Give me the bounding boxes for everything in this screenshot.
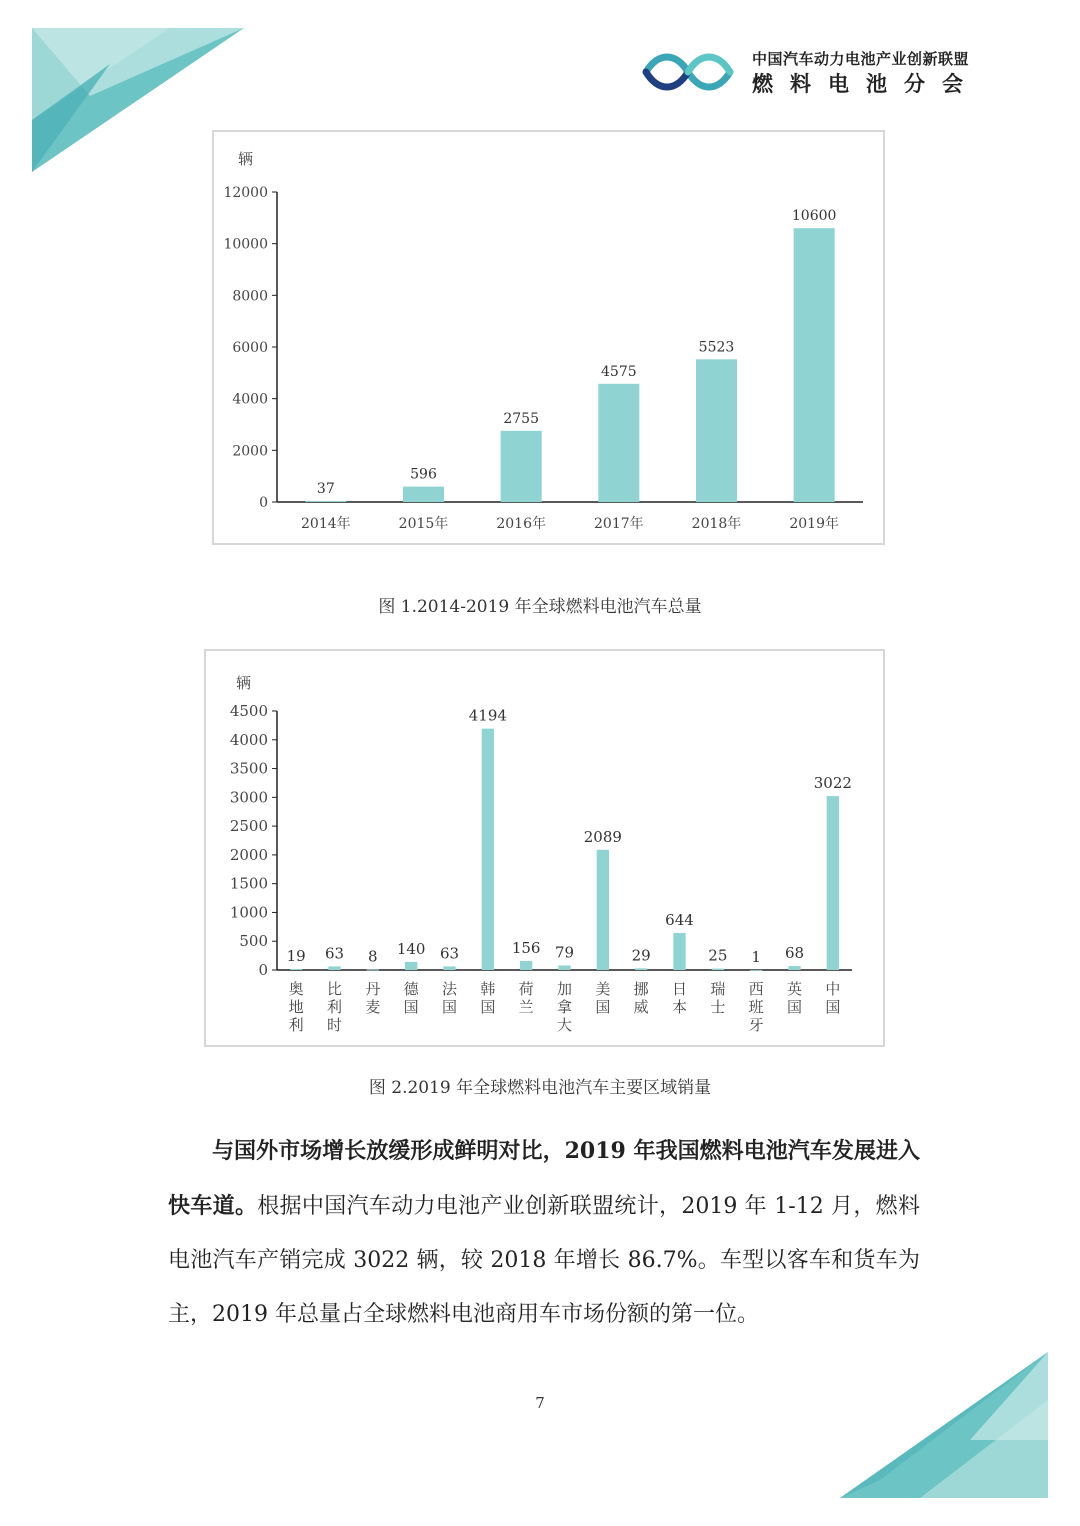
y-tick-label: 2000 [229,845,268,864]
bar-value-label: 156 [511,939,541,958]
bar [598,384,639,502]
bar-value-label: 68 [784,944,805,963]
body-lead: 与国外市场增长放缓形成鲜明对比，2019 年我国燃料电池汽车发展进入快车道。 [168,1138,920,1219]
bar-value-label: 29 [631,946,651,965]
x-tick-label-char: 荷 [518,980,534,998]
x-tick-label-char: 时 [326,1016,343,1034]
x-tick-label-char: 奥 [288,980,304,998]
y-tick-label: 2500 [229,817,268,836]
y-tick-label: 0 [259,495,268,511]
bar-value-label: 3022 [813,774,852,793]
bar-value-label: 4575 [601,363,637,380]
figure2-chart [204,649,885,1047]
figure1-caption: 图 1.2014-2019 年全球燃料电池汽车总量 [378,597,702,617]
x-tick-label-char: 利 [326,998,343,1016]
x-tick-label-char: 国 [441,998,458,1016]
x-tick-label-char: 瑞 [710,980,726,998]
bar [712,969,724,970]
x-tick-label-char: 比 [326,980,343,998]
x-tick-label-char: 兰 [518,998,534,1016]
bar [794,228,835,502]
y-axis-unit-label: 辆 [236,674,252,692]
x-tick-label-char: 牙 [748,1016,764,1034]
bar-value-label: 8 [368,947,378,966]
x-tick-label-char: 国 [403,998,419,1016]
bar-value-label: 5523 [698,339,735,356]
bar-value-label: 10600 [791,208,837,225]
bar [405,962,417,970]
bar [788,966,800,970]
x-tick-label: 2014年 [301,516,351,532]
bar [520,961,532,970]
x-tick-label-char: 加 [556,980,573,998]
y-tick-label: 4000 [232,391,268,408]
x-tick-label-char: 德 [403,980,419,998]
y-tick-label: 1500 [229,874,268,893]
x-tick-label-char: 英 [786,980,803,998]
org-logo [638,44,988,100]
y-tick-label: 8000 [232,288,268,305]
bar-value-label: 63 [324,944,345,963]
figure2-caption: 图 2.2019 年全球燃料电池汽车主要区域销量 [368,1078,712,1098]
bar-value-label: 4194 [468,706,507,725]
x-tick-label-char: 日 [671,980,688,998]
bar [827,796,839,970]
x-tick-label-char: 国 [786,998,803,1016]
y-tick-label: 500 [239,932,268,951]
figure1-chart [212,130,885,545]
x-tick-label-char: 大 [556,1016,573,1034]
bar [696,359,737,502]
x-tick-label-char: 丹 [365,980,381,998]
bar-value-label: 19 [286,946,306,965]
bar [558,965,570,970]
bar-value-label: 25 [708,946,728,965]
x-tick-label-char: 国 [825,998,841,1016]
body-text: 根据中国汽车动力电池产业创新联盟统计，2019 年 1-12 月，燃料电池汽车产销完成 3022 辆，较 2018 年增长 86.7%。车型以客车和货车为主，2019 年总量占全球燃料电池商用车市场份额的第一位。 [168,1194,920,1327]
y-tick-label: 3000 [229,788,268,807]
x-tick-label-char: 拿 [556,998,573,1016]
y-tick-label: 2000 [232,443,268,460]
x-tick-label: 2015年 [398,516,449,532]
bar [367,970,379,971]
figure2-svg [206,651,883,1045]
x-tick-label-char: 国 [595,998,611,1016]
bar-value-label: 2089 [583,827,622,846]
bar [501,431,542,502]
y-tick-label: 12000 [223,185,268,201]
x-tick-label-char: 威 [633,998,649,1016]
x-tick-label: 2018年 [691,516,742,532]
y-tick-label: 4500 [229,702,268,720]
y-axis-unit-label: 辆 [238,150,254,168]
bar [443,966,455,970]
bar [482,729,494,970]
x-tick-label-char: 士 [710,998,726,1016]
x-tick-label: 2016年 [496,516,546,532]
x-tick-label-char: 西 [748,980,764,998]
bar-value-label: 2755 [503,410,539,427]
figure1-svg [214,132,883,543]
y-tick-label: 4000 [229,730,268,749]
bar-value-label: 63 [439,944,460,963]
x-tick-label-char: 中 [825,980,841,998]
x-tick-label: 2019年 [789,516,839,532]
bar-value-label: 79 [554,943,575,962]
y-tick-label: 1000 [229,903,268,922]
bar-value-label: 596 [410,466,437,483]
x-tick-label-char: 国 [480,998,496,1016]
y-tick-label: 10000 [223,236,268,253]
body-paragraph [168,1124,920,1342]
x-tick-label-char: 法 [441,980,458,998]
bar [290,969,302,970]
bar-value-label: 1 [751,947,761,966]
bar-value-label: 140 [396,939,426,958]
y-tick-label: 6000 [232,340,268,356]
y-tick-label: 3500 [229,759,268,778]
bar [673,933,685,970]
x-tick-label-char: 美 [595,980,611,998]
bar-value-label: 644 [665,910,694,929]
bar [750,970,762,971]
infinity-logo-icon [638,48,738,96]
x-tick-label-char: 韩 [480,980,496,998]
bar [635,968,647,970]
bar [597,850,609,970]
x-tick-label-char: 挪 [633,980,649,998]
bar-value-label: 37 [316,481,335,498]
bar [305,501,346,502]
bar [328,966,340,970]
x-tick-label-char: 地 [288,998,304,1016]
y-tick-label: 0 [258,961,268,979]
x-tick-label-char: 麦 [365,998,381,1016]
org-name-line2: 燃料电池分会 [752,71,980,96]
x-tick-label-char: 本 [671,998,688,1016]
x-tick-label-char: 利 [288,1016,304,1034]
bottom-right-decoration [820,1340,1080,1526]
org-name-line1: 中国汽车动力电池产业创新联盟 [752,50,970,68]
x-tick-label: 2017年 [594,516,644,532]
page-number: 7 [535,1394,545,1412]
x-tick-label-char: 班 [748,998,764,1016]
bar [403,487,444,502]
